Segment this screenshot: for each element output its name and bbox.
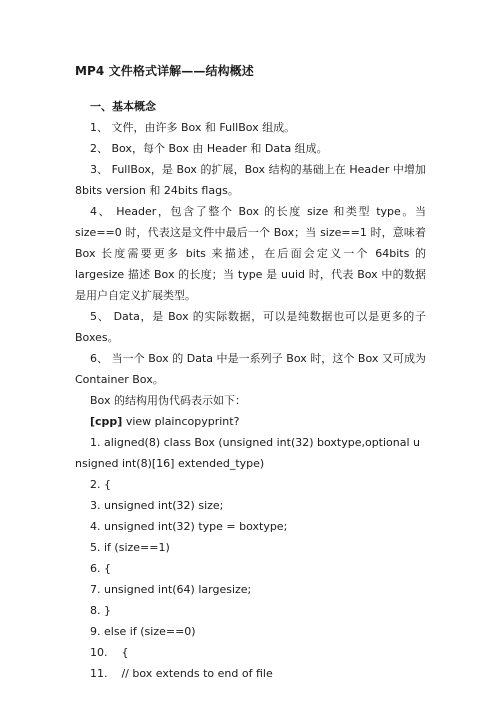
code-line: 2. { (90, 478, 111, 491)
code-header (75, 411, 426, 432)
document-title: MP4 文件格式详解——结构概述 (75, 64, 254, 78)
paragraph-5: 5、 Data，是 Box 的实际数据，可以是纯数据也可以是更多的子 Boxes。 (75, 310, 426, 344)
code-line: 7. unsigned int(64) largesize; (90, 583, 252, 596)
paragraph-2: 2、 Box，每个 Box 由 Header 和 Data 组成。 (90, 142, 328, 155)
code-actions: view plaincopyprint? (122, 415, 240, 428)
section-heading: 一、基本概念 (90, 100, 156, 113)
code-line: 8. } (90, 604, 111, 617)
paragraph-6: 6、 当一个 Box 的 Data 中是一系列子 Box 时，这个 Box 又可成为 Container Box。 (75, 352, 426, 386)
paragraph-4: 4、 Header，包含了整个 Box 的长度 size 和类型 type。当 size==0 时，代表这是文件中最后一个 Box；当 size==1 时，意味着 Box 长度需要更多 bits 来描述，在后面会定义一个 64bits 的 largesize 描述 Box 的长度；当 type 是 uuid 时，代表 Box 中的数据是用户自定义扩展类型。 (75, 205, 426, 302)
code-line: 4. unsigned int(32) type = boxtype; (90, 520, 288, 533)
code-intro: Box 的结构用伪代码表示如下： (90, 394, 246, 407)
code-line: 1. aligned(8) class Box (unsigned int(32) boxtype,optional unsigned int(8)[16] extended_type) (75, 436, 421, 470)
code-line: 5. if (size==1) (90, 541, 170, 554)
code-line: 9. else if (size==0) (90, 625, 196, 638)
code-line: 3. unsigned int(32) size; (90, 499, 224, 512)
paragraph-3: 3、 FullBox，是 Box 的扩展，Box 结构的基础上在 Header 中增加 8bits version 和 24bits flags。 (75, 163, 426, 197)
code-line: 10. { (90, 646, 129, 659)
code-line: 6. { (90, 562, 111, 575)
code-language-label: [cpp] (90, 415, 123, 428)
paragraph-1: 1、 文件，由许多 Box 和 FullBox 组成。 (90, 121, 296, 134)
code-line: 11. // box extends to end of file (90, 667, 273, 680)
